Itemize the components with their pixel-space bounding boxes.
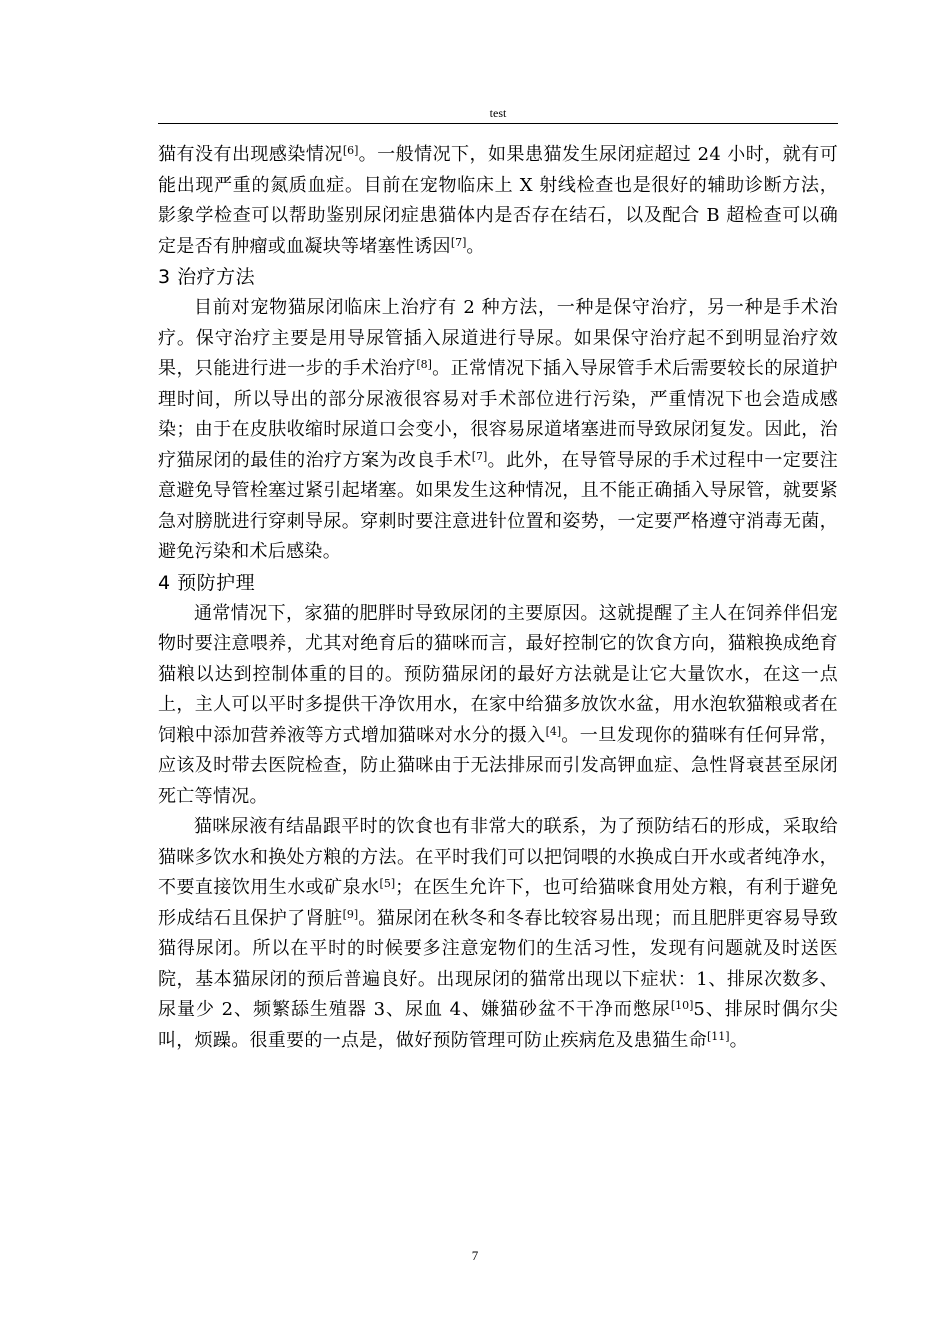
text-run: 目前对宠物猫尿闭临床上治疗有 2 种方法，一种是保守治疗，另一种是手术治疗。保守治疗主要是用导尿管插入尿道进行导尿。如果保守治疗起不到明显治疗效果，只能进行进一步的手术治疗 bbox=[158, 297, 838, 379]
text-run: 猫咪尿液有结晶跟平时的饮食也有非常大的联系，为了预防结石的形成，采取给猫咪多饮水和换处方粮的方法。在平时我们可以把饲喂的水换成白开水或者纯净水，不要直接饮用生水或矿泉水 bbox=[158, 816, 838, 898]
section-heading-prevention: 4 预防护理 bbox=[158, 571, 256, 594]
citation: [4] bbox=[545, 724, 562, 738]
citation: [6] bbox=[342, 144, 359, 157]
text-run: 通常情况下，家猫的肥胖时导致尿闭的主要原因。这就提醒了主人在饲养伴侣宠物时要注意喂养，尤其对绝育后的猫咪而言，最好控制它的饮食方向，猫粮换成绝育猫粮以达到控制体重的目的。预防猫尿闭的最好方法就是让它大量饮水，在这一点上，主人可以平时多提供干净饮用水，在家中给猫多放饮水盆，用水泡软猫粮或者在饲粮中添加营养液等方式增加猫咪对水分的摄入 bbox=[158, 602, 838, 746]
header-rule bbox=[158, 123, 838, 124]
citation: [11] bbox=[707, 1029, 730, 1043]
text-run: 5、排尿时偶尔尖叫，烦躁。很重要的一点是，做好预防管理可防止疾病危及患猫生命 bbox=[158, 999, 838, 1051]
document-body bbox=[158, 140, 838, 1056]
text-run: 。正常情况下插入导尿管手术后需要较长的尿道护理时间，所以导出的部分尿液很容易对手术部位进行污染，严重情况下也会造成感染；由于在皮肤收缩时尿道口会变小，很容易尿道堵塞进而导致尿闭复发。因此，治疗猫尿闭的最佳的治疗方案为改良手术 bbox=[158, 358, 838, 471]
prevention-paragraph-2 bbox=[158, 812, 838, 1056]
page-number: 7 bbox=[471, 1248, 479, 1263]
text-run: 猫有没有出现感染情况 bbox=[158, 144, 343, 165]
citation: [9] bbox=[342, 907, 359, 921]
prevention-paragraph-1 bbox=[158, 599, 838, 813]
citation: [10] bbox=[670, 999, 694, 1012]
section-heading-treatment: 3 治疗方法 bbox=[158, 266, 256, 288]
text-run: 。一般情况下，如果患猫发生尿闭症超过 24 小时，就有可能出现严重的氮质血症。目前在宠物临床上 X 射线检查也是很好的辅助诊断方法，影象学检查可以帮助鉴别尿闭症患猫体内是否存在结石，以及配合 B 超检查可以确定是否有肿瘤或血凝块等堵塞性诱因 bbox=[158, 144, 839, 257]
citation: [7] bbox=[471, 449, 488, 463]
citation: [8] bbox=[416, 358, 432, 371]
text-run: 。一旦发现你的猫咪有任何异常，应该及时带去医院检查，防止猫咪由于无法排尿而引发高钾血症、急性肾衰甚至尿闭死亡等情况。 bbox=[158, 724, 838, 807]
text-run: 。 bbox=[729, 1029, 748, 1051]
text-run: 。此外，在导管导尿的手术过程中一定要注意避免导管栓塞过紧引起堵塞。如果发生这种情况，且不能正确插入导尿管，就要紧急对膀胱进行穿刺导尿。穿刺时要注意进针位置和姿势，一定要严格遵守消毒无菌，避免污染和术后感染。 bbox=[158, 449, 838, 562]
continuation-paragraph bbox=[158, 140, 838, 262]
page-header: test bbox=[489, 106, 507, 120]
citation: [7] bbox=[450, 235, 467, 249]
treatment-paragraph bbox=[158, 293, 838, 568]
citation: [5] bbox=[379, 877, 396, 890]
text-run: 。猫尿闭在秋冬和冬春比较容易出现；而且肥胖更容易导致猫得尿闭。所以在平时的时候要多注意宠物们的生活习性，发现有问题就及时送医院，基本猫尿闭的预后普遍良好。出现尿闭的猫常出现以下症状：1、排尿次数多、尿量少 2、频繁舔生殖器 3、尿血 4、嫌猫砂盆不干净而憋尿 bbox=[158, 907, 838, 1020]
text-run: 。 bbox=[466, 235, 485, 257]
text-run: ；在医生允许下，也可给猫咪食用处方粮，有利于避免形成结石且保护了肾脏 bbox=[158, 877, 838, 929]
